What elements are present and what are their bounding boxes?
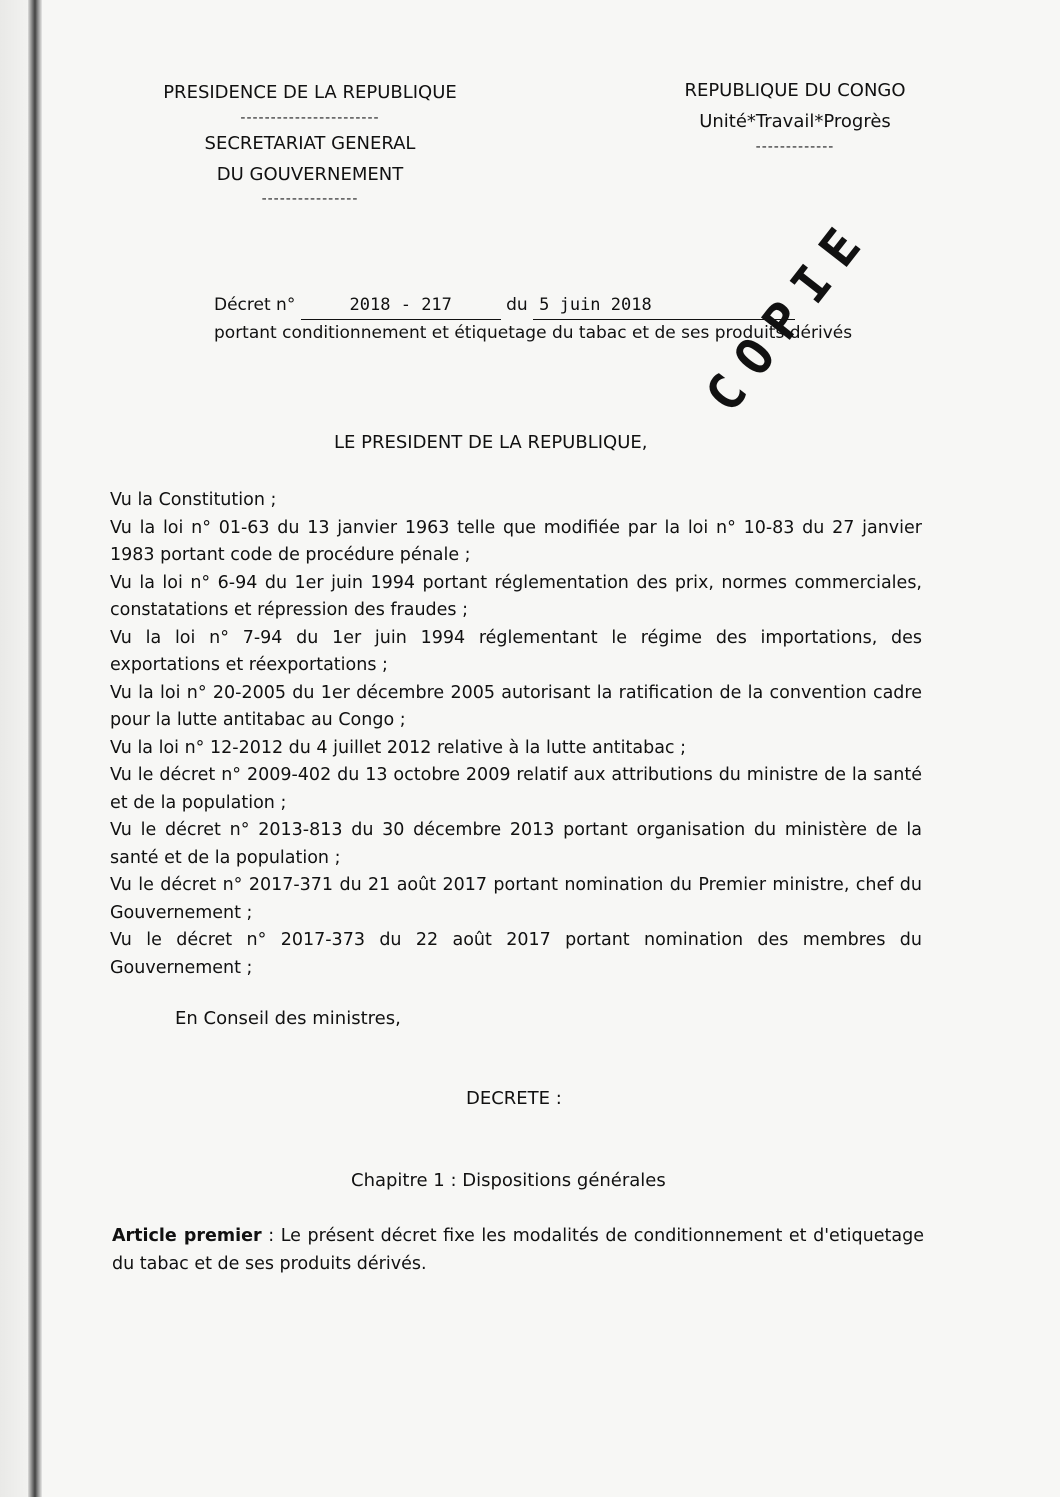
- visa-item: Vu le décret n° 2009-402 du 13 octobre 2009 relatif aux attributions du ministre de la santé et de la population ;: [110, 765, 922, 813]
- copie-stamp: COPIE: [694, 205, 882, 423]
- presidence-line: PRESIDENCE DE LA REPUBLIQUE: [163, 82, 457, 103]
- article-premier: [112, 1223, 924, 1278]
- header-left-separator-2: ----------------: [261, 191, 359, 208]
- article-text: : Le présent décret fixe les modalités de conditionnement et d'etiquetage du tabac et de ses produits dérivés.: [112, 1226, 924, 1274]
- visas-list: [110, 487, 922, 982]
- header-left: [140, 78, 480, 210]
- header-left-separator-1: -----------------------: [240, 109, 380, 126]
- visa-item: Vu la loi n° 20-2005 du 1er décembre 2005 autorisant la ratification de la convention cadre pour la lutte antitabac au Congo ;: [110, 682, 922, 730]
- visa-item: Vu le décret n° 2017-371 du 21 août 2017 portant nomination du Premier ministre, chef du Gouvernement ;: [110, 875, 922, 923]
- chapter-title: Chapitre 1 : Dispositions générales: [351, 1170, 666, 1191]
- motto-line: Unité*Travail*Progrès: [699, 110, 891, 132]
- decree-number-label: Décret n°: [214, 295, 296, 315]
- scan-binding-shadow: [28, 0, 42, 1497]
- visa-item: Vu le décret n° 2017-373 du 22 août 2017 portant nomination des membres du Gouvernement ;: [110, 930, 922, 978]
- decree-number: 2018 - 217: [301, 292, 501, 320]
- president-title: LE PRESIDENT DE LA REPUBLIQUE,: [334, 432, 648, 453]
- decree-date: 5 juin 2018: [533, 292, 795, 320]
- visa-item: Vu la loi n° 6-94 du 1er juin 1994 portant réglementation des prix, normes commerciales, constatations et répression des fraudes ;: [110, 572, 922, 620]
- decree-subject: portant conditionnement et étiquetage du tabac et de ses produits dérivés: [214, 323, 853, 344]
- scan-margin: [0, 0, 28, 1497]
- article-label: Article premier: [112, 1226, 262, 1246]
- visa-item: Vu la loi n° 7-94 du 1er juin 1994 réglementant le régime des importations, des exportations et réexportations ;: [110, 627, 922, 675]
- secretariat-line: SECRETARIAT GENERAL: [204, 132, 416, 154]
- visa-item: Vu la loi n° 12-2012 du 4 juillet 2012 relative à la lutte antitabac ;: [110, 737, 687, 758]
- header-right: [660, 76, 930, 158]
- gouvernement-line: DU GOUVERNEMENT: [216, 163, 404, 185]
- decree-date-label: du: [506, 295, 528, 315]
- country-line: REPUBLIQUE DU CONGO: [684, 80, 906, 101]
- conseil-line: En Conseil des ministres,: [175, 1008, 401, 1029]
- visa-item: Vu le décret n° 2013-813 du 30 décembre 2013 portant organisation du ministère de la santé et de la population ;: [110, 820, 922, 868]
- header-right-separator: -------------: [755, 138, 835, 155]
- visa-item: Vu la Constitution ;: [110, 490, 277, 510]
- visa-item: Vu la loi n° 01-63 du 13 janvier 1963 telle que modifiée par la loi n° 10-83 du 27 janvier 1983 portant code de procédure pénale ;: [110, 517, 922, 565]
- decrete-heading: DECRETE :: [466, 1088, 562, 1109]
